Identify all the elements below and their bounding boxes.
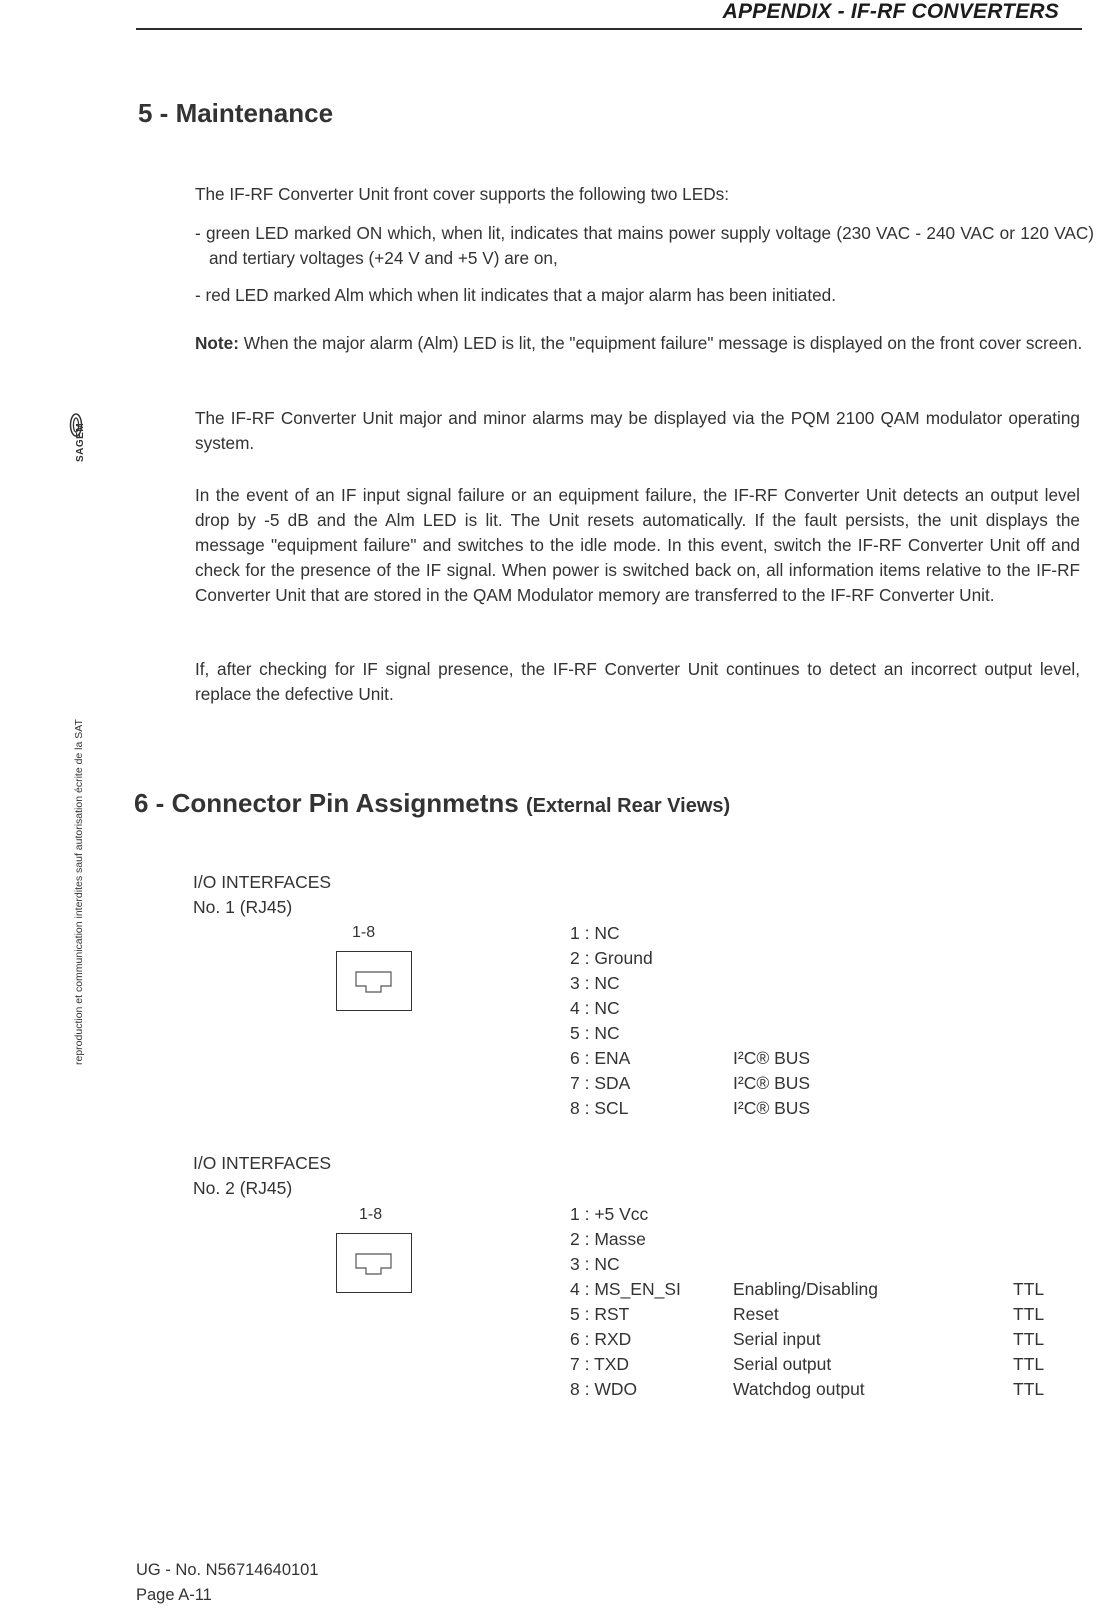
pin-name: 8 : SCL [570,1098,629,1118]
pin-row [570,998,1070,1023]
rj45-port-icon [337,952,410,1009]
connector-1-pin-range: 1-8 [352,924,376,941]
connector-2-pin-range: 1-8 [359,1206,383,1223]
pin-row [570,1048,1070,1073]
pin-level: TTL [1013,1379,1045,1399]
note-text: When the major alarm (Alm) LED is lit, the "equipment failure" message is displayed on the front cover screen. [243,333,1083,353]
interface-2-title: I/O INTERFACES [193,1153,332,1173]
pin-name: 2 : Masse [570,1229,646,1249]
note-block [195,331,1099,356]
pin-name: 5 : NC [570,1023,620,1043]
rj45-connector-1 [336,951,412,1011]
rj45-connector-2 [336,1233,412,1293]
section-6-subtitle: (External Rear Views) [526,795,731,817]
pin-row [570,1098,1070,1123]
para-signal-failure: In the event of an IF input signal failure or an equipment failure, the IF-RF Converter Unit detects an output level drop by -5 dB and the Alm LED is lit. The Unit resets automatically. If the fault persists, the unit displays the message "equipment failure" and switches to the idle mode. In this event, switch the IF-RF Converter Unit off and check for the presence of the IF signal. When power is switched back on, all information items relative to the IF-RF Converter Unit that are stored in the QAM Modulator memory are transferred to the IF-RF Converter Unit. [195,485,1080,605]
header-rule [136,28,1082,30]
interface-1-subtitle: No. 1 (RJ45) [193,897,293,917]
pin-name: 4 : NC [570,998,620,1018]
pin-row [570,923,1070,948]
pin-function: Serial output [733,1354,832,1374]
pin-row [570,1379,1070,1404]
pin-function: Serial input [733,1329,821,1349]
pin-row [570,973,1070,998]
pin-level: TTL [1013,1304,1045,1324]
copyright-notice: reproduction et communication interdites sauf autorisation écrite de la SAT [73,719,85,1065]
interface-2-pin-list [570,1204,1070,1404]
section-6-heading: 6 - Connector Pin Assignmetns [134,788,519,818]
para-alarms: The IF-RF Converter Unit major and minor alarms may be displayed via the PQM 2100 QAM modulator operating system. [195,408,1080,453]
pin-row [570,1204,1070,1229]
pin-row [570,1254,1070,1279]
pin-name: 7 : TXD [570,1354,630,1374]
interface-1-pin-list [570,923,1070,1123]
pin-function: I²C® BUS [733,1073,811,1093]
pin-row [570,1023,1070,1048]
pin-name: 5 : RST [570,1304,630,1324]
pin-name: 6 : ENA [570,1048,631,1068]
pin-name: 3 : NC [570,973,620,993]
pin-name: 1 : NC [570,923,620,943]
interface-2-subtitle: No. 2 (RJ45) [193,1178,293,1198]
pin-function: Enabling/Disabling [733,1279,878,1299]
pin-function: I²C® BUS [733,1098,811,1118]
pin-row [570,1229,1070,1254]
pin-level: TTL [1013,1354,1045,1374]
pin-level: TTL [1013,1329,1045,1349]
page-footer [136,1558,319,1608]
pin-name: 7 : SDA [570,1073,631,1093]
brand-name: SAGEM [75,422,86,462]
pin-row [570,1329,1070,1354]
pin-level: TTL [1013,1279,1045,1299]
rj45-port-icon [337,1234,410,1291]
pin-name: 6 : RXD [570,1329,632,1349]
pin-row [570,1304,1070,1329]
bullet-green-led: - green LED marked ON which, when lit, indicates that mains power supply voltage (230 VAC - 240 VAC or 120 VAC) and tertiary voltages (+24 V and +5 V) are on, [195,223,1094,268]
pin-name: 3 : NC [570,1254,620,1274]
pin-function: Reset [733,1304,779,1324]
page-header-title: APPENDIX - IF-RF CONVERTERS [722,0,1059,23]
maintenance-intro: The IF-RF Converter Unit front cover supports the following two LEDs: [195,184,729,204]
document-number: UG - No. N56714640101 [136,1561,319,1579]
interface-1-title: I/O INTERFACES [193,872,332,892]
pin-function: Watchdog output [733,1379,865,1399]
pin-row [570,1354,1070,1379]
pin-name: 1 : +5 Vcc [570,1204,649,1224]
note-label: Note: [195,333,239,353]
section-6-title [134,788,730,819]
pin-name: 8 : WDO [570,1379,638,1399]
pin-row [570,1279,1070,1304]
pin-function: I²C® BUS [733,1048,811,1068]
para-replace-unit: If, after checking for IF signal presence, the IF-RF Converter Unit continues to detect an incorrect output level, replace the defective Unit. [195,659,1080,704]
pin-name: 4 : MS_EN_SI [570,1279,681,1299]
page-number: Page A-11 [136,1586,212,1604]
pin-row [570,948,1070,973]
bullet-red-led: - red LED marked Alm which when lit indicates that a major alarm has been initiated. [195,285,837,305]
pin-name: 2 : Ground [570,948,653,968]
section-5-title: 5 - Maintenance [138,98,334,128]
pin-row [570,1073,1070,1098]
